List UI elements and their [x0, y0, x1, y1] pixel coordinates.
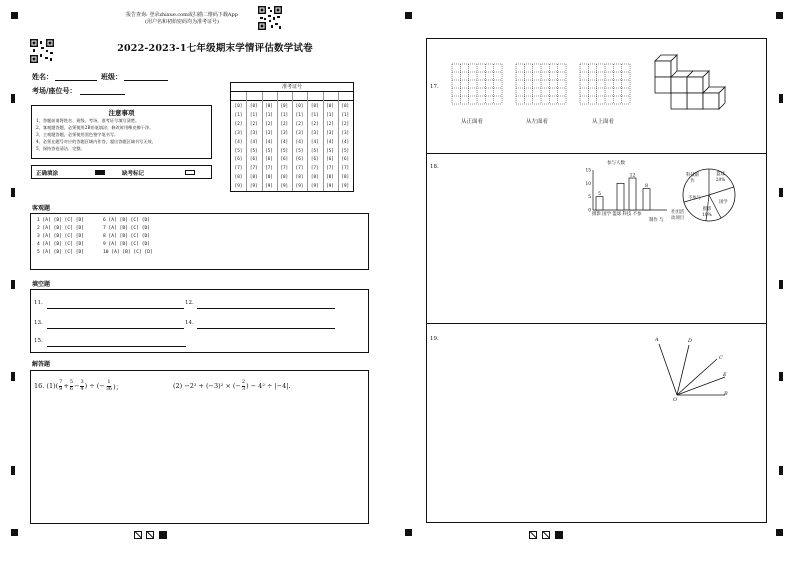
exam-id-digit-bubble[interactable]: [3] [341, 130, 350, 136]
notice-item: 3、主观题答题，必须使用黑色签字笔书写。 [36, 132, 119, 137]
objective-row[interactable]: 1 [A] [B] [C] [D] [37, 218, 85, 223]
exam-id-digit-bubble[interactable]: [6] [265, 157, 273, 163]
bar-categories-line2: 制作 与 [649, 218, 664, 223]
exam-id-digit-bubble[interactable]: [0] [341, 104, 350, 109]
objective-row[interactable]: 2 [A] [B] [C] [D] [37, 226, 85, 231]
exam-id-digit-bubble[interactable]: [8] [326, 175, 334, 181]
exam-id-digit-bubble[interactable]: [5] [295, 148, 304, 154]
q16-part1: 16. (1)( $\frac{7}{9}$ + $\frac{5}{6}$ − $\frac{3}{4}$ ) ÷ (− $\frac{1}{36}$ )； [34, 379, 123, 392]
frac-num: 7 [59, 379, 63, 385]
notice-item: 1、答题前请将姓名、班级、考场、准考证号填写清楚。 [36, 118, 140, 123]
exam-id-digit-bubble[interactable]: [8] [295, 175, 304, 181]
exam-id-digit-bubble[interactable]: [9] [280, 184, 289, 190]
exam-id-digit-bubble[interactable]: [4] [295, 139, 304, 145]
objective-row[interactable]: 6 [A] [B] [C] [D] [103, 218, 151, 223]
seat-label: 考场/座位号： [32, 86, 77, 95]
correct-fill-label: 正确填涂 [36, 171, 59, 177]
exam-id-digit-bubble[interactable]: [4] [249, 139, 258, 145]
bar-value-label: 8 [645, 184, 648, 190]
page-mark [529, 531, 537, 539]
bar [596, 197, 603, 210]
bar-value-label: 12 [629, 173, 636, 179]
exam-id-digit-bubble[interactable]: [2] [310, 121, 319, 127]
fill-blank-box [30, 289, 369, 353]
digit-column-divider [307, 92, 308, 191]
page-mark [134, 531, 142, 539]
exam-id-digit-bubble[interactable]: [1] [326, 112, 334, 118]
frac-num: 2 [241, 379, 246, 385]
notice-item: 5、保持答卷清洁、完整。 [36, 146, 85, 151]
exam-id-digit-bubble[interactable]: [1] [310, 112, 319, 118]
exam-id-digit-bubble[interactable]: [7] [295, 166, 304, 172]
class-label: 班级： [101, 72, 122, 81]
digit-column-divider [292, 92, 293, 191]
exam-id-digit-bubble[interactable]: [1] [265, 112, 273, 118]
objective-row[interactable]: 9 [A] [B] [C] [D] [103, 242, 151, 247]
bar-tick-label: 5 [588, 195, 591, 201]
ray-label-b: B [724, 391, 728, 397]
exam-id-digit-bubble[interactable]: [7] [265, 166, 273, 172]
q16-part1-end: )； [113, 382, 123, 391]
exam-id-digit-bubble[interactable]: [2] [341, 121, 350, 127]
notice-box [31, 105, 212, 159]
page-title: 2022-2023-1七年级期末学情评估数学试卷 [117, 43, 313, 54]
exam-id-digit-bubble[interactable]: [0] [295, 104, 304, 109]
name-label: 姓名： [32, 72, 53, 81]
side-mark [779, 280, 783, 289]
exam-id-digit-bubble[interactable]: [7] [341, 166, 350, 172]
exam-id-digit-bubble[interactable]: [7] [310, 166, 319, 172]
exam-id-digit-bubble[interactable]: [9] [326, 184, 334, 190]
exam-id-digit-bubble[interactable]: [9] [249, 184, 258, 190]
fraction-3-4 [80, 380, 83, 392]
exam-id-digit-bubble[interactable]: [2] [280, 121, 289, 127]
left-view-label: 从左面看 [526, 119, 549, 125]
header-note [112, 12, 252, 26]
notice-item: 4、必须在题号对应的答题区域内作答，超出答题区域书写无效。 [36, 139, 156, 144]
page-mark [159, 531, 167, 539]
exam-id-digit-bubble[interactable]: [3] [326, 130, 334, 136]
exam-id-digit-bubble[interactable]: [8] [249, 175, 258, 181]
exam-id-digit-bubble[interactable]: [5] [234, 148, 243, 154]
notice-item: 2、客观题答题，必须使用2B铅笔填涂，修改时用橡皮擦干净。 [36, 125, 154, 130]
exam-id-digit-bubble[interactable]: [2] [234, 121, 243, 127]
exam-id-digit-bubble[interactable]: [3] [310, 130, 319, 136]
fraction-2-3 [242, 380, 245, 392]
exam-id-digit-bubble[interactable]: [6] [249, 157, 258, 163]
objective-box [30, 213, 369, 270]
exam-id-digit-bubble[interactable]: [7] [326, 166, 334, 172]
exam-id-digit-bubble[interactable]: [5] [326, 148, 334, 154]
top-view-label: 从上面看 [592, 119, 615, 125]
exam-id-box [230, 82, 354, 192]
ray-label-e: E [723, 372, 727, 378]
q19-number: 19. [430, 336, 439, 342]
exam-id-digit-bubble[interactable]: [4] [234, 139, 243, 145]
objective-row[interactable]: 5 [A] [B] [C] [D] [37, 250, 85, 255]
side-mark [11, 372, 15, 381]
registration-mark [11, 12, 18, 19]
side-mark [11, 280, 15, 289]
exam-id-digit-bubble[interactable]: [2] [265, 121, 273, 127]
pie-label-tech: 科技制作 [686, 173, 699, 184]
page-mark [555, 531, 563, 539]
objective-row[interactable]: 7 [A] [B] [C] [D] [103, 226, 151, 231]
q16-number: 16. [34, 382, 45, 390]
side-mark [779, 372, 783, 381]
fill-example-box [31, 165, 212, 179]
pie-label-basketball: 篮球20% [715, 172, 726, 183]
digit-column-divider [323, 92, 324, 191]
fraction-7-9 [59, 380, 62, 392]
page-mark [542, 531, 550, 539]
exam-id-digit-bubble[interactable]: [2] [295, 121, 304, 127]
frac-den: 4 [80, 385, 84, 392]
exam-id-digit-bubble[interactable]: [3] [265, 130, 273, 136]
q14-number: 14. [185, 320, 194, 326]
pie-label-photo: 摄影10% [702, 207, 712, 218]
fill-blank-title: 填空题 [32, 281, 51, 288]
exam-id-digit-bubble[interactable]: [6] [326, 157, 334, 163]
registration-mark [405, 12, 412, 19]
bar [617, 183, 624, 210]
exam-id-digit-bubble[interactable]: [7] [280, 166, 289, 172]
ray-label-a: A [655, 337, 659, 343]
exam-id-digit-bubble[interactable]: [5] [249, 148, 258, 154]
header-note-line1: 报告查询: 登录zhixue.com或扫描二维码下载App [126, 12, 238, 18]
exam-id-digit-bubble[interactable]: [6] [234, 157, 243, 163]
objective-row[interactable]: 8 [A] [B] [C] [D] [103, 234, 151, 239]
cube-solid-figure [653, 49, 731, 111]
fraction-5-6 [70, 380, 73, 392]
exam-id-title: 准考证号 [231, 83, 353, 92]
top-view-grid[interactable] [579, 63, 631, 105]
q18-number: 18. [430, 164, 439, 170]
registration-mark [405, 529, 412, 536]
q13-number: 13. [34, 320, 43, 326]
fraction-1-36 [106, 380, 112, 392]
exam-id-digit-bubble[interactable]: [0] [265, 104, 273, 109]
exam-id-digit-bubble[interactable]: [4] [341, 139, 350, 145]
exam-id-digit-bubble[interactable]: [1] [249, 112, 258, 118]
divider [427, 323, 766, 324]
bar-tick-label: 0 [588, 208, 591, 214]
exam-id-digit-bubble[interactable]: [9] [341, 184, 350, 190]
solution-title: 解答题 [32, 361, 51, 368]
q12-answer-line[interactable] [197, 308, 335, 309]
bar-tick-label: 15 [585, 168, 591, 174]
class-field[interactable] [124, 80, 168, 81]
exam-id-digit-bubble[interactable]: [5] [265, 148, 273, 154]
seat-field[interactable] [80, 94, 125, 95]
exam-id-digit-bubble[interactable]: [5] [280, 148, 289, 154]
frac-den: 6 [69, 385, 73, 392]
q16-part1-tail: ) ÷ (− [84, 382, 105, 390]
exam-id-digit-bubble[interactable]: [8] [234, 175, 243, 181]
header-note-line2: (用户名和初始密码均为准考证号) [145, 19, 219, 25]
objective-row[interactable]: 10 [A] [B] [C] [D] [103, 250, 153, 255]
exam-id-digit-bubble[interactable]: [5] [310, 148, 319, 154]
q16-part2-text: (2) −2² + (−3)² × (− [173, 382, 241, 390]
frac-den: 9 [59, 385, 63, 392]
bar [643, 189, 650, 210]
q15-answer-line[interactable] [47, 346, 186, 347]
exam-id-digit-bubble[interactable]: [3] [295, 130, 304, 136]
exam-id-digit-bubble[interactable]: [6] [280, 157, 289, 163]
q13-answer-line[interactable] [47, 328, 184, 329]
registration-mark [776, 529, 783, 536]
bar-xlabel: 社团活动项目 [671, 210, 685, 221]
exam-id-digit-bubble[interactable]: [8] [341, 175, 350, 181]
exam-id-digit-bubble[interactable]: [7] [234, 166, 243, 172]
digit-column-divider [246, 92, 247, 191]
exam-id-digit-bubble[interactable]: [9] [234, 184, 243, 190]
registration-mark [776, 12, 783, 19]
exam-id-digit-bubble[interactable]: [9] [265, 184, 273, 190]
q16-part2 [173, 380, 291, 392]
exam-id-digit-bubble[interactable]: [9] [310, 184, 319, 190]
exam-id-digit-bubble[interactable]: [6] [310, 157, 319, 163]
exam-id-digit-bubble[interactable]: [1] [341, 112, 350, 118]
missing-mark-label: 缺考标记 [122, 171, 145, 177]
frac-num: 3 [80, 379, 84, 385]
qr-code-icon [29, 38, 55, 64]
objective-row[interactable]: 4 [A] [B] [C] [D] [37, 242, 85, 247]
bar-chart [583, 166, 669, 216]
name-field[interactable] [55, 80, 97, 81]
exam-id-digit-bubble[interactable]: [8] [280, 175, 289, 181]
pie-label-none: 不参与 [688, 196, 701, 201]
exam-id-digit-bubble[interactable]: [8] [310, 175, 319, 181]
qr-code-icon [257, 5, 283, 31]
registration-mark [11, 529, 18, 536]
exam-id-digit-bubble[interactable]: [6] [295, 157, 304, 163]
frac-den: 3 [241, 385, 246, 392]
divider [427, 153, 766, 154]
exam-id-digit-bubble[interactable]: [1] [234, 112, 243, 118]
side-mark [11, 466, 15, 475]
exam-id-digit-bubble[interactable]: [3] [234, 130, 243, 136]
q17-number: 17. [430, 84, 439, 90]
exam-id-digit-bubble[interactable]: [8] [265, 175, 273, 181]
bar-ylabel: 参与人数 [607, 161, 625, 166]
q15-number: 15. [34, 338, 43, 344]
bar-tick-label: 10 [585, 181, 591, 187]
side-mark [779, 466, 783, 475]
bar [629, 178, 636, 210]
exam-id-digit-bubble[interactable]: [4] [326, 139, 334, 145]
frac-den: 36 [105, 385, 113, 392]
exam-id-digit-bubble[interactable]: [5] [341, 148, 350, 154]
exam-id-digit-bubble[interactable]: [3] [249, 130, 258, 136]
q16-part2-end: ) − 4² ÷ |−4|. [246, 382, 291, 390]
exam-id-digit-bubble[interactable]: [4] [265, 139, 273, 145]
front-view-label: 从正面看 [461, 119, 484, 125]
frac-num: 5 [69, 379, 73, 385]
digit-column-divider [338, 92, 339, 191]
exam-id-digit-bubble[interactable]: [4] [280, 139, 289, 145]
digit-column-divider [262, 92, 263, 191]
front-view-grid[interactable] [451, 63, 503, 105]
exam-id-digit-bubble[interactable]: [2] [249, 121, 258, 127]
q12-number: 12. [185, 300, 194, 306]
side-mark [779, 94, 783, 103]
bar-value-label: 5 [598, 192, 601, 198]
q14-answer-line[interactable] [197, 328, 335, 329]
bar-categories: 摄影 国学 篮球 科技 不参 [592, 212, 642, 217]
exam-id-digit-bubble[interactable]: [1] [280, 112, 289, 118]
exam-id-digit-bubble[interactable]: [0] [310, 104, 319, 109]
exam-id-digit-bubble[interactable]: [2] [326, 121, 334, 127]
side-mark [779, 188, 783, 197]
objective-row[interactable]: 3 [A] [B] [C] [D] [37, 234, 85, 239]
ray-label-o: O [673, 397, 678, 403]
rays-figure [649, 339, 733, 403]
exam-id-digit-bubble[interactable]: [6] [341, 157, 350, 163]
objective-title: 客观题 [32, 205, 51, 212]
ray-label-c: C [719, 355, 723, 361]
side-mark [11, 188, 15, 197]
exam-id-digit-bubble[interactable]: [0] [249, 104, 258, 109]
solution-box[interactable] [30, 370, 369, 524]
exam-id-digit-bubble[interactable]: [3] [280, 130, 289, 136]
exam-id-digit-bubble[interactable]: [4] [310, 139, 319, 145]
pie-label-guoxue: 国学 [719, 200, 728, 205]
exam-id-digit-bubble[interactable]: [1] [295, 112, 304, 118]
frac-num: 1 [107, 379, 111, 385]
digit-column-divider [277, 92, 278, 191]
exam-id-digit-bubble[interactable]: [9] [295, 184, 304, 190]
exam-id-digit-bubble[interactable]: [0] [326, 104, 334, 109]
right-answer-box [426, 38, 767, 523]
correct-fill-sample [95, 170, 105, 175]
exam-id-digit-bubble[interactable]: [0] [234, 104, 243, 109]
ray-label-d: D [688, 338, 693, 344]
exam-id-digit-bubble[interactable]: [0] [280, 104, 289, 109]
left-view-grid[interactable] [515, 63, 567, 105]
notice-title: 注意事项 [108, 109, 135, 117]
missing-mark-box[interactable] [185, 170, 195, 175]
q11-number: 11. [34, 300, 43, 306]
exam-id-digit-bubble[interactable]: [7] [249, 166, 258, 172]
q16-part1-prefix: (1)( [46, 382, 59, 390]
side-mark [11, 94, 15, 103]
page-mark [146, 531, 154, 539]
q11-answer-line[interactable] [47, 308, 184, 309]
